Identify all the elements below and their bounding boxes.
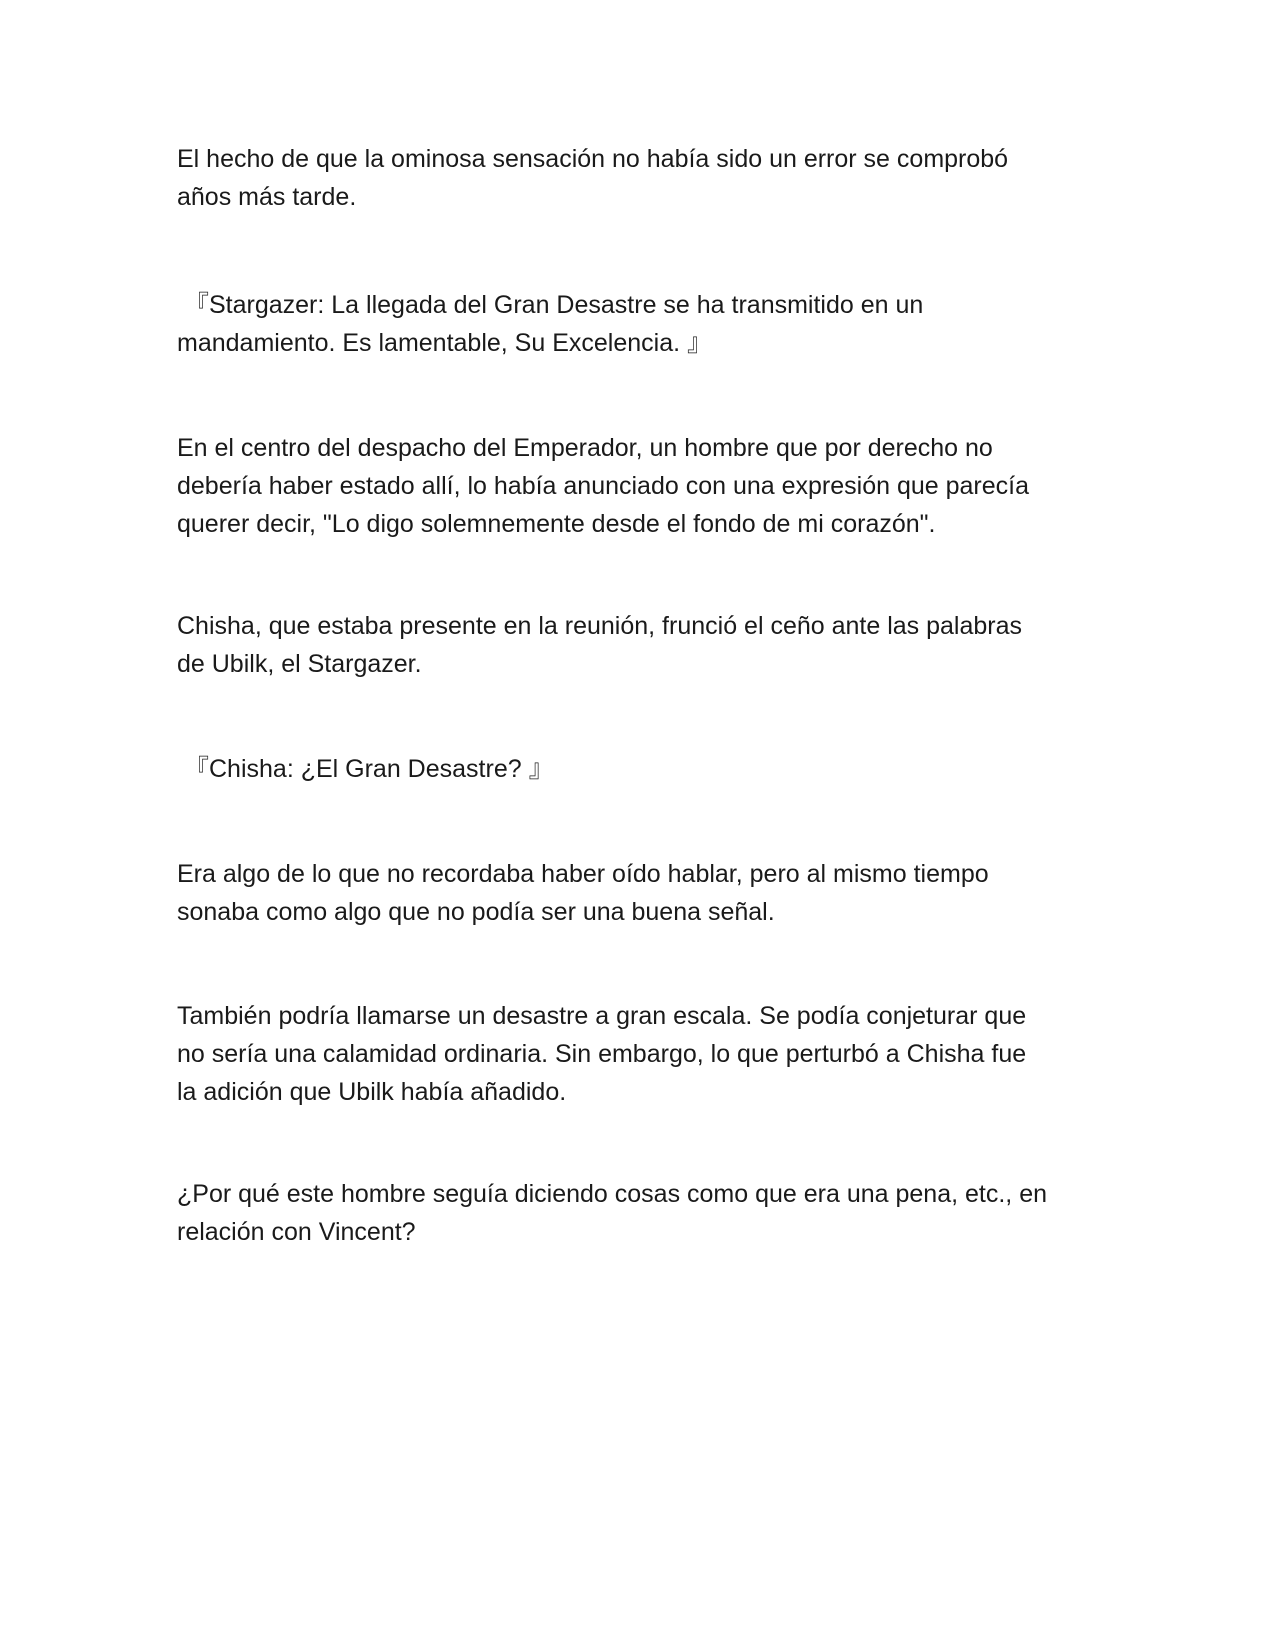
paragraph-dialogue-chisha <box>184 750 1114 788</box>
paragraph-narration <box>177 1175 1107 1251</box>
text-line: En el centro del despacho del Emperador, un hombre que por derecho no <box>177 434 993 462</box>
text-line: ¿Por qué este hombre seguía diciendo cosas como que era una pena, etc., en <box>177 1180 1047 1208</box>
text-line: querer decir, "Lo digo solemnemente desde el fondo de mi corazón". <box>177 510 936 538</box>
text-line: no sería una calamidad ordinaria. Sin embargo, lo que perturbó a Chisha fue <box>177 1040 1027 1068</box>
paragraph-narration <box>177 855 1107 931</box>
text-line: de Ubilk, el Stargazer. <box>177 650 422 678</box>
text-line: Era algo de lo que no recordaba haber oído hablar, pero al mismo tiempo <box>177 860 989 888</box>
paragraph-narration <box>177 140 1107 216</box>
text-line: la adición que Ubilk había añadido. <box>177 1078 567 1106</box>
paragraph-narration <box>177 997 1107 1111</box>
text-line: sonaba como algo que no podía ser una buena señal. <box>177 898 775 926</box>
text-line: 『Chisha: ¿El Gran Desastre? 』 <box>184 755 554 783</box>
paragraph-dialogue-stargazer <box>177 286 1114 362</box>
paragraph-narration <box>177 607 1107 683</box>
text-line: relación con Vincent? <box>177 1218 416 1246</box>
text-line: El hecho de que la ominosa sensación no había sido un error se comprobó <box>177 145 1009 173</box>
text-line: mandamiento. Es lamentable, Su Excelencia. 』 <box>177 329 712 357</box>
text-line: debería haber estado allí, lo había anunciado con una expresión que parecía <box>177 472 1030 500</box>
text-line: Chisha, que estaba presente en la reunión, frunció el ceño ante las palabras <box>177 612 1023 640</box>
text-line: También podría llamarse un desastre a gran escala. Se podía conjeturar que <box>177 1002 1027 1030</box>
text-line: 『Stargazer: La llegada del Gran Desastre se ha transmitido en un <box>184 291 924 319</box>
paragraph-narration <box>177 429 1107 543</box>
text-line: años más tarde. <box>177 183 357 211</box>
